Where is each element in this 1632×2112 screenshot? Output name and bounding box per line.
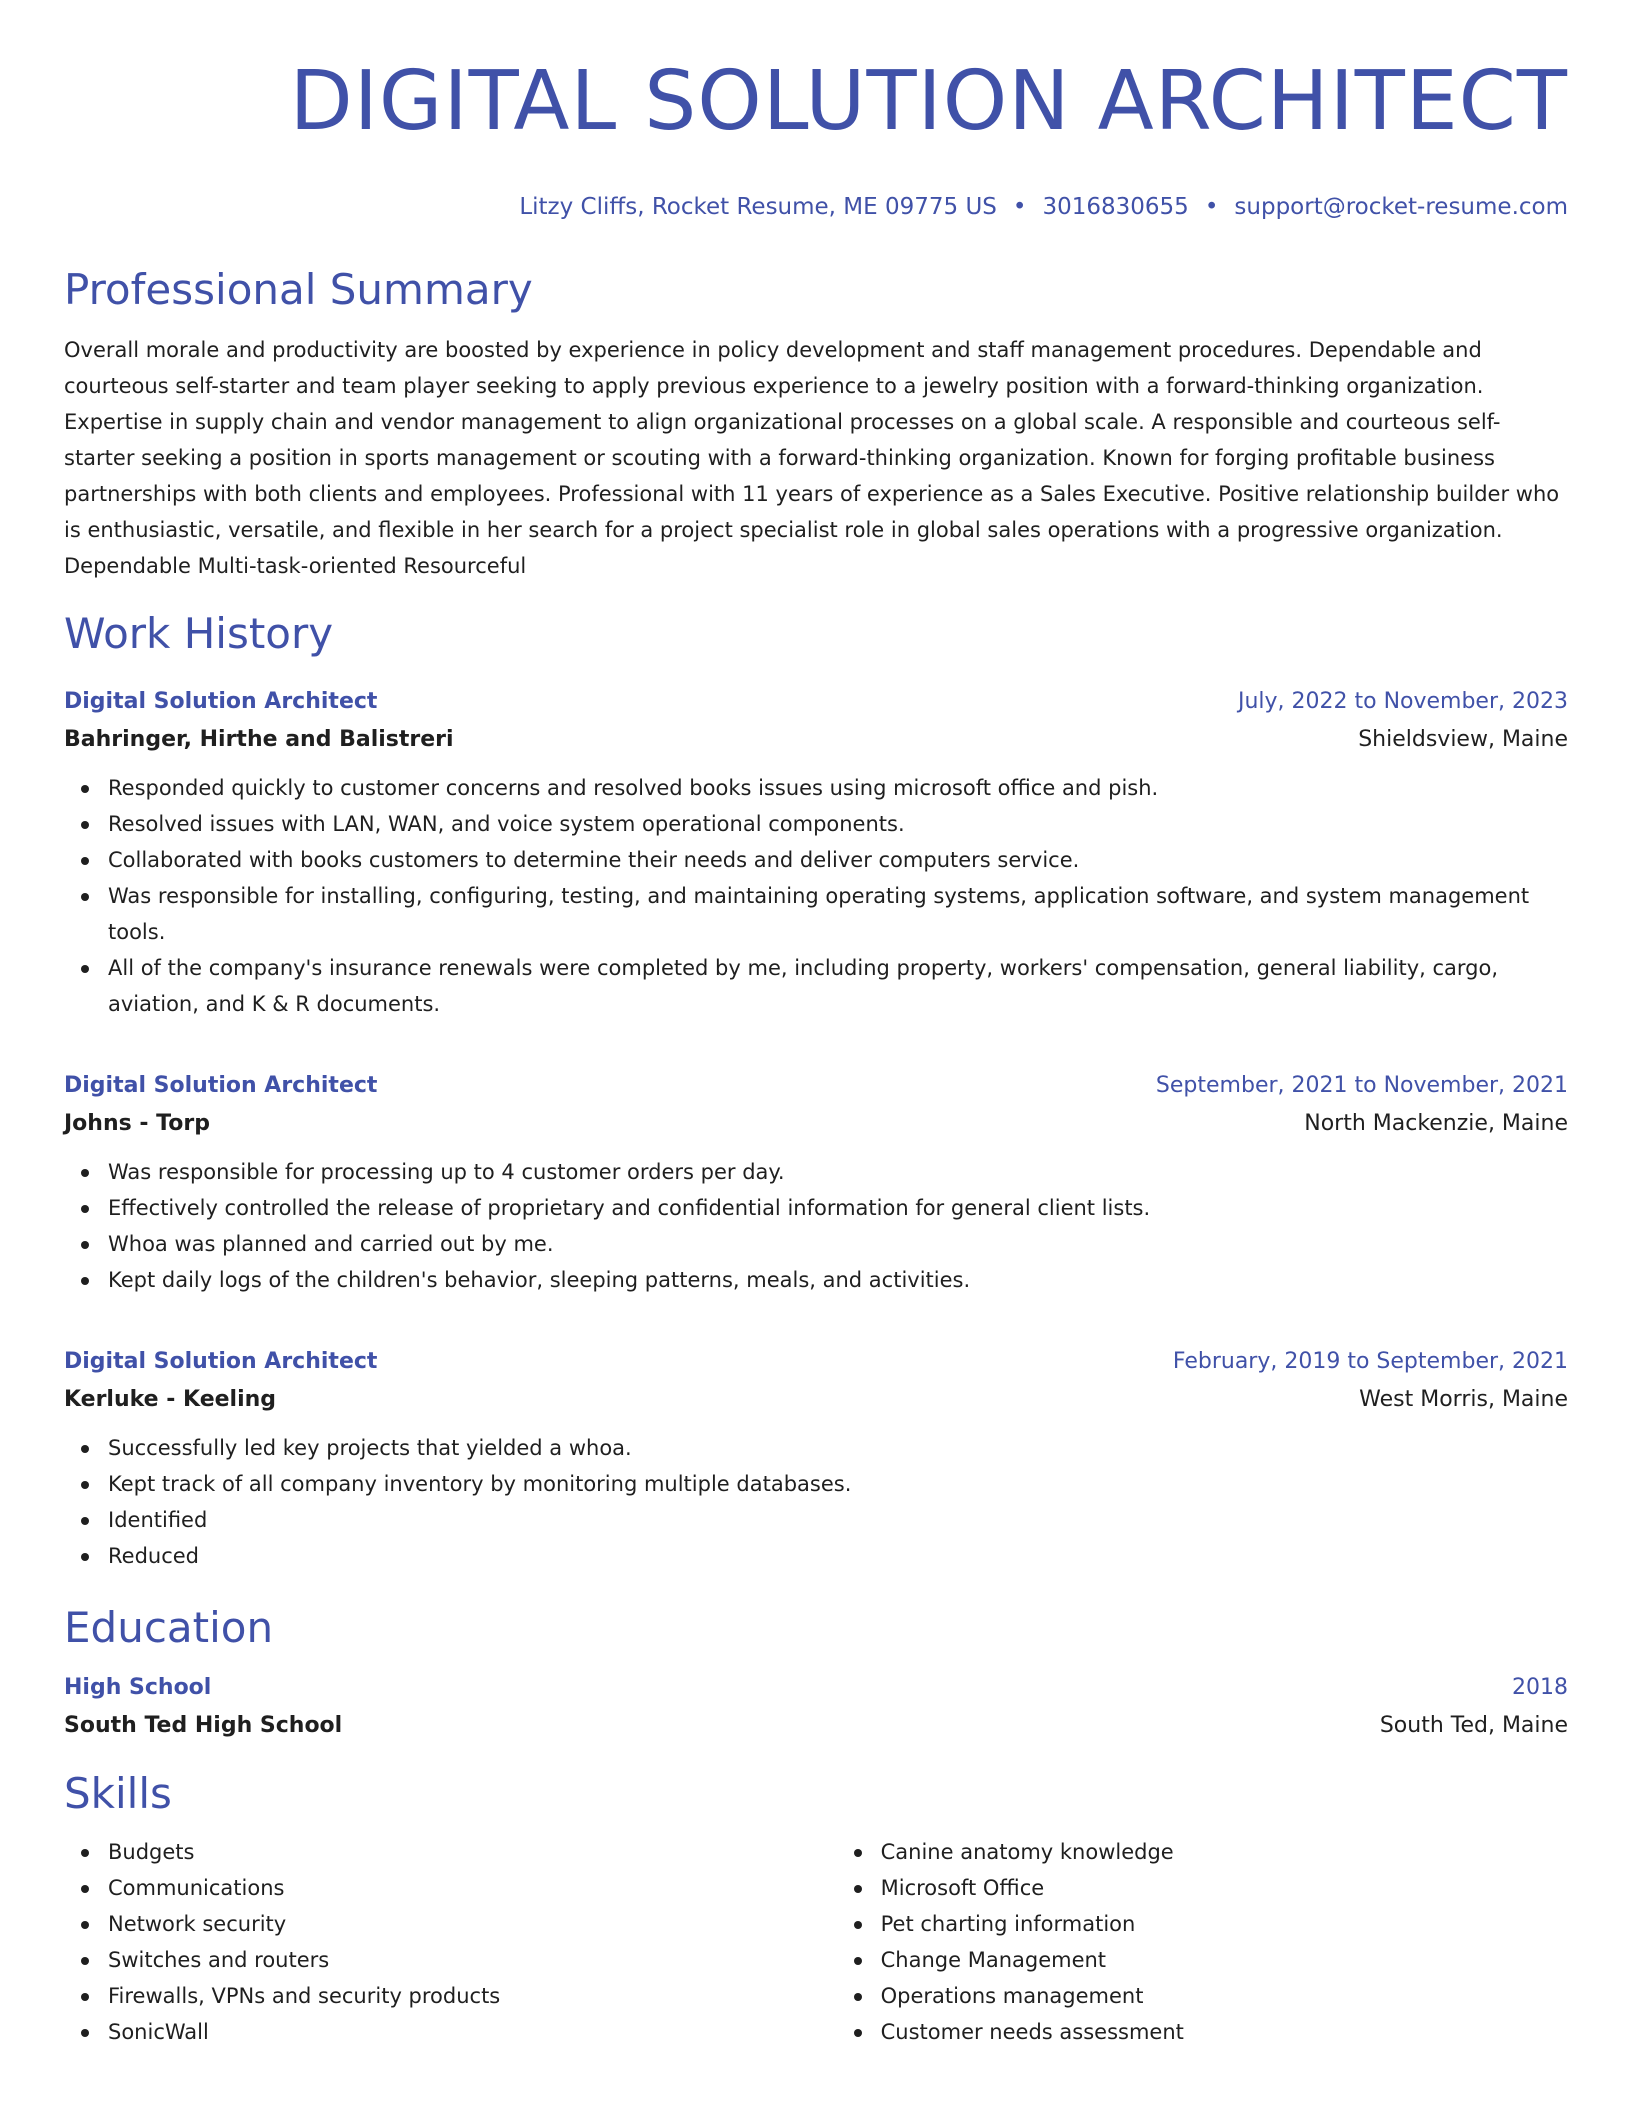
contact-address: Litzy Cliffs, Rocket Resume, ME 09775 US <box>519 194 997 220</box>
resume-page <box>64 0 1568 2050</box>
list-item: Effectively controlled the release of proprietary and confidential information for general client lists. <box>108 1190 1568 1226</box>
list-item: Change Management <box>881 1942 1568 1978</box>
summary-text: Overall morale and productivity are boosted by experience in policy development and staff management procedures. Dependable and courteous self-starter and team player seeking to apply previous experience to a jewelry position with a forward-thinking organization. Expertise in supply chain and vendor management to align organizational processes on a global scale. A responsible and courteous self-starter seeking a position in sports management or scouting with a forward-thinking organization. Known for forging profitable business partnerships with both clients and employees. Professional with 11 years of experience as a Sales Executive. Positive relationship builder who is enthusiastic, versatile, and flexible in her search for a project specialist role in global sales operations with a progressive organization. Dependable Multi-task-oriented Resourceful <box>64 338 1560 578</box>
contact-phone: 3016830655 <box>1042 194 1189 220</box>
list-item: Pet charting information <box>881 1906 1568 1942</box>
list-item: Budgets <box>108 1834 837 1870</box>
list-item: Kept daily logs of the children's behavior, sleeping patterns, meals, and activities. <box>108 1262 1568 1298</box>
list-item: Identified <box>108 1502 1568 1538</box>
list-item: Was responsible for installing, configuring, testing, and maintaining operating systems, application software, and system management tools. <box>108 878 1568 950</box>
list-item: Was responsible for processing up to 4 customer orders per day. <box>108 1154 1568 1190</box>
list-item: Firewalls, VPNs and security products <box>108 1978 837 2014</box>
job-entry <box>64 1068 1568 1298</box>
skills-heading: Skills <box>64 1769 172 1818</box>
skills-column-left <box>64 1834 837 2050</box>
resume-header <box>64 0 1568 222</box>
job-company: Bahringer, Hirthe and Balistreri <box>64 727 454 752</box>
job-title: Digital Solution Architect <box>64 1073 378 1098</box>
list-item: Microsoft Office <box>881 1870 1568 1906</box>
job-bullets <box>64 1430 1568 1574</box>
job-dates: February, 2019 to September, 2021 <box>1172 1349 1568 1374</box>
job-company: Kerluke - Keeling <box>64 1387 277 1412</box>
job-title: Digital Solution Architect <box>64 689 378 714</box>
education-entry <box>64 1670 1568 1746</box>
list-item: Operations management <box>881 1978 1568 2014</box>
education-year: 2018 <box>1512 1675 1568 1700</box>
list-item: Switches and routers <box>108 1942 837 1978</box>
list-item: Successfully led key projects that yielded a whoa. <box>108 1430 1568 1466</box>
job-dates: September, 2021 to November, 2021 <box>1155 1073 1568 1098</box>
resume-name: DIGITAL SOLUTION ARCHITECT <box>289 54 1568 149</box>
contact-separator: • <box>1012 194 1027 220</box>
skills-list <box>64 1834 1568 2050</box>
job-bullets <box>64 770 1568 1022</box>
job-title: Digital Solution Architect <box>64 1349 378 1374</box>
education-location: South Ted, Maine <box>1379 1713 1568 1738</box>
list-item: SonicWall <box>108 2014 837 2050</box>
list-item: Communications <box>108 1870 837 1906</box>
education-school: South Ted High School <box>64 1713 343 1738</box>
education-heading: Education <box>64 1603 274 1652</box>
list-item: Resolved issues with LAN, WAN, and voice system operational components. <box>108 806 1568 842</box>
work-history-heading: Work History <box>64 609 334 658</box>
contact-email: support@rocket-resume.com <box>1234 194 1568 220</box>
list-item: Kept track of all company inventory by monitoring multiple databases. <box>108 1466 1568 1502</box>
job-company: Johns - Torp <box>64 1111 210 1136</box>
summary-heading: Professional Summary <box>64 265 533 314</box>
job-entry <box>64 684 1568 1022</box>
contact-line <box>64 192 1568 222</box>
job-location: North Mackenzie, Maine <box>1304 1111 1568 1136</box>
job-dates: July, 2022 to November, 2023 <box>1237 689 1568 714</box>
job-bullets <box>64 1154 1568 1298</box>
contact-separator: • <box>1204 194 1219 220</box>
list-item: All of the company's insurance renewals were completed by me, including property, workers' compensation, general liability, cargo, aviation, and K & R documents. <box>108 950 1568 1022</box>
list-item: Canine anatomy knowledge <box>881 1834 1568 1870</box>
list-item: Whoa was planned and carried out by me. <box>108 1226 1568 1262</box>
education-degree: High School <box>64 1675 212 1700</box>
job-location: West Morris, Maine <box>1359 1387 1568 1412</box>
list-item: Customer needs assessment <box>881 2014 1568 2050</box>
list-item: Responded quickly to customer concerns and resolved books issues using microsoft office and pish. <box>108 770 1568 806</box>
list-item: Collaborated with books customers to determine their needs and deliver computers service. <box>108 842 1568 878</box>
skills-column-right <box>837 1834 1568 2050</box>
list-item: Network security <box>108 1906 837 1942</box>
list-item: Reduced <box>108 1538 1568 1574</box>
job-location: Shieldsview, Maine <box>1358 727 1568 752</box>
job-entry <box>64 1344 1568 1574</box>
